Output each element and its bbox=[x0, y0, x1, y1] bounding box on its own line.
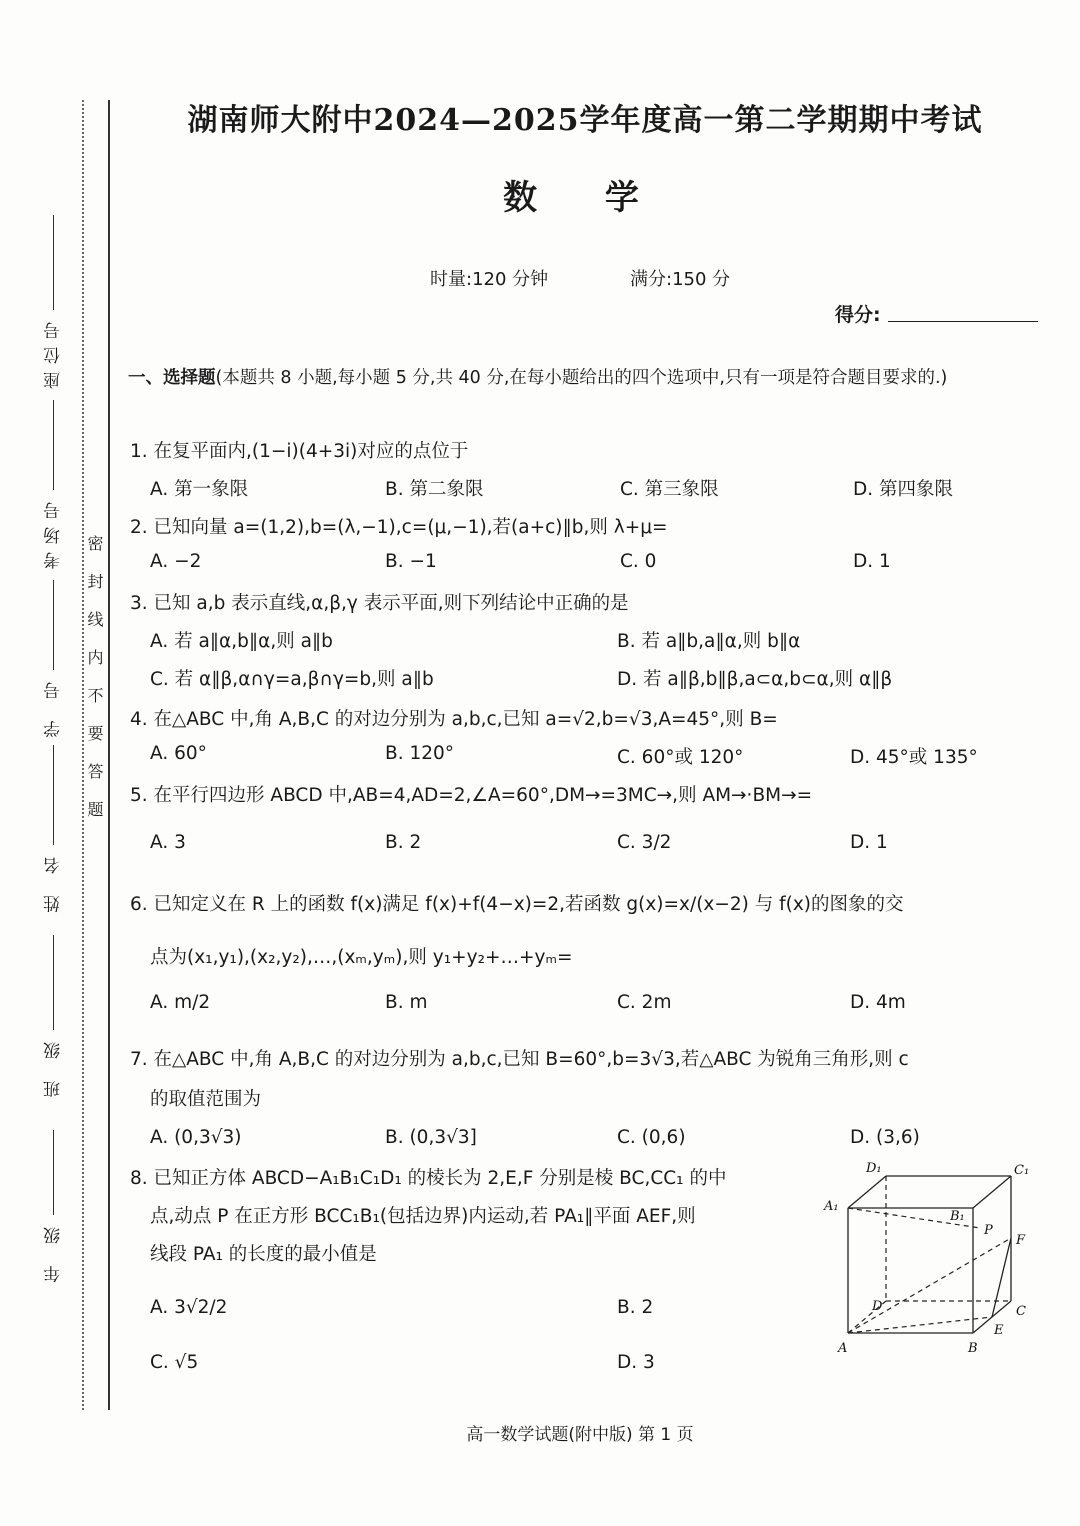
label-d1: D₁ bbox=[866, 1161, 882, 1176]
q7-option-a[interactable]: A. (0,3√3) bbox=[150, 1127, 242, 1148]
q8-option-a[interactable]: A. 3√2/2 bbox=[150, 1297, 228, 1318]
question-3-stem: 3. 已知 a,b 表示直线,α,β,γ 表示平面,则下列结论中正确的是 bbox=[130, 593, 629, 614]
q3-option-c[interactable]: C. 若 α∥β,α∩γ=a,β∩γ=b,则 a∥b bbox=[150, 669, 434, 690]
binding-line bbox=[108, 100, 110, 1410]
q7-option-d[interactable]: D. (3,6) bbox=[850, 1127, 920, 1148]
question-8-stem-line3: 线段 PA₁ 的长度的最小值是 bbox=[150, 1244, 377, 1265]
exam-room-label: 考场号 bbox=[43, 494, 64, 569]
seat-blank[interactable] bbox=[53, 215, 54, 310]
student-no-field bbox=[38, 580, 68, 741]
q6-option-a[interactable]: A. m/2 bbox=[150, 992, 211, 1013]
label-p: P bbox=[984, 1223, 993, 1238]
q3-option-b[interactable]: B. 若 a∥b,a∥α,则 b∥α bbox=[617, 631, 801, 652]
q1-option-b[interactable]: B. 第二象限 bbox=[385, 479, 484, 500]
question-8-stem-line2: 点,动点 P 在正方形 BCC₁B₁(包括边界)内运动,若 PA₁∥平面 AEF,则 bbox=[150, 1206, 696, 1227]
q7-option-c[interactable]: C. (0,6) bbox=[617, 1127, 686, 1148]
q8-option-b[interactable]: B. 2 bbox=[617, 1297, 654, 1318]
question-6-stem-line2: 点为(x₁,y₁),(x₂,y₂),…,(xₘ,yₘ),则 y₁+y₂+…+yₘ= bbox=[150, 947, 573, 968]
question-4-stem: 4. 在△ABC 中,角 A,B,C 的对边分别为 a,b,c,已知 a=√2,b=√3,A=45°,则 B= bbox=[130, 709, 778, 730]
q5-option-d[interactable]: D. 1 bbox=[850, 832, 888, 853]
segment-e-f bbox=[992, 1238, 1011, 1317]
q4-option-c[interactable]: C. 60°或 120° bbox=[617, 747, 744, 768]
question-6-stem: 6. 已知定义在 R 上的函数 f(x)满足 f(x)+f(4−x)=2,若函数 g(x)=x/(x−2) 与 f(x)的图象的交 bbox=[130, 894, 904, 915]
student-no-blank[interactable] bbox=[53, 580, 54, 670]
name-label: 姓 名 bbox=[43, 849, 64, 913]
segment-a-e bbox=[848, 1317, 992, 1333]
q6-option-d[interactable]: D. 4m bbox=[850, 992, 906, 1013]
question-1-stem: 1. 在复平面内,(1−i)(4+3i)对应的点位于 bbox=[130, 441, 469, 462]
label-c1: C₁ bbox=[1014, 1163, 1030, 1178]
grade-field bbox=[38, 1130, 68, 1286]
seal-notice: 密封线内不要答题 bbox=[85, 535, 104, 839]
time-limit: 时量:120 分钟 bbox=[430, 269, 549, 290]
segment-a-f bbox=[848, 1238, 1011, 1333]
exam-room-field bbox=[38, 400, 68, 573]
q3-option-a[interactable]: A. 若 a∥α,b∥α,则 a∥b bbox=[150, 631, 333, 652]
edge-a1-d1 bbox=[848, 1176, 886, 1208]
q2-option-d[interactable]: D. 1 bbox=[853, 551, 891, 572]
q6-option-b[interactable]: B. m bbox=[385, 992, 428, 1013]
q7-option-b[interactable]: B. (0,3√3] bbox=[385, 1127, 477, 1148]
label-a1: A₁ bbox=[824, 1199, 839, 1214]
page-footer: 高一数学试题(附中版) 第 1 页 bbox=[466, 1425, 694, 1445]
score-blank[interactable] bbox=[888, 321, 1038, 322]
exam-room-blank[interactable] bbox=[53, 400, 54, 490]
q4-option-b[interactable]: B. 120° bbox=[385, 743, 455, 764]
question-2-stem: 2. 已知向量 a=(1,2),b=(λ,−1),c=(μ,−1),若(a+c)∥b,则 λ+μ= bbox=[130, 517, 668, 538]
cube-figure bbox=[818, 1158, 1038, 1363]
question-8-stem: 8. 已知正方体 ABCD−A₁B₁C₁D₁ 的棱长为 2,E,F 分别是棱 BC,CC₁ 的中 bbox=[130, 1168, 727, 1189]
edge-b1-c1 bbox=[973, 1176, 1011, 1208]
q1-option-a[interactable]: A. 第一象限 bbox=[150, 479, 249, 500]
score-label: 得分: bbox=[835, 304, 881, 326]
question-7-stem: 7. 在△ABC 中,角 A,B,C 的对边分别为 a,b,c,已知 B=60°,b=3√3,若△ABC 为锐角三角形,则 c bbox=[130, 1049, 909, 1070]
label-e: E bbox=[994, 1323, 1004, 1338]
section-title: 一、选择题 bbox=[128, 368, 216, 388]
label-c: C bbox=[1016, 1304, 1026, 1319]
full-score: 满分:150 分 bbox=[630, 269, 731, 290]
name-field bbox=[38, 745, 68, 916]
class-label: 班 级 bbox=[43, 1034, 64, 1098]
q1-option-d[interactable]: D. 第四象限 bbox=[853, 479, 954, 500]
q3-option-d[interactable]: D. 若 a∥β,b∥β,a⊂α,b⊂α,则 α∥β bbox=[617, 669, 893, 690]
q4-option-a[interactable]: A. 60° bbox=[150, 743, 207, 764]
exam-title: 湖南师大附中2024—2025学年度高一第二学期期中考试 bbox=[187, 103, 983, 138]
q4-option-d[interactable]: D. 45°或 135° bbox=[850, 747, 978, 768]
subject-title: 数 学 bbox=[503, 178, 667, 218]
section-heading bbox=[128, 358, 1043, 398]
q6-option-c[interactable]: C. 2m bbox=[617, 992, 672, 1013]
question-5-stem: 5. 在平行四边形 ABCD 中,AB=4,AD=2,∠A=60°,DM→=3MC→,则 AM→·BM→= bbox=[130, 785, 813, 806]
seat-field bbox=[38, 215, 68, 393]
grade-label: 年 级 bbox=[43, 1219, 64, 1283]
class-field bbox=[38, 935, 68, 1101]
label-d: D bbox=[872, 1299, 883, 1314]
question-7-stem-line2: 的取值范围为 bbox=[150, 1089, 262, 1110]
label-f: F bbox=[1016, 1233, 1026, 1248]
q8-option-d[interactable]: D. 3 bbox=[617, 1352, 655, 1373]
section-description: (本题共 8 小题,每小题 5 分,共 40 分,在每小题给出的四个选项中,只有一项是符合题目要求的.) bbox=[215, 368, 948, 388]
name-blank[interactable] bbox=[53, 745, 54, 845]
label-b1: B₁ bbox=[950, 1209, 965, 1224]
q1-option-c[interactable]: C. 第三象限 bbox=[620, 479, 719, 500]
q2-option-c[interactable]: C. 0 bbox=[620, 551, 657, 572]
q5-option-b[interactable]: B. 2 bbox=[385, 832, 422, 853]
q2-option-b[interactable]: B. −1 bbox=[385, 551, 437, 572]
q8-option-c[interactable]: C. √5 bbox=[150, 1352, 199, 1373]
class-blank[interactable] bbox=[53, 935, 54, 1030]
label-b: B bbox=[968, 1341, 978, 1356]
seat-label: 座位号 bbox=[43, 314, 64, 389]
q2-option-a[interactable]: A. −2 bbox=[150, 551, 202, 572]
label-a: A bbox=[838, 1341, 848, 1356]
student-no-label: 学 号 bbox=[43, 674, 64, 738]
q5-option-a[interactable]: A. 3 bbox=[150, 832, 186, 853]
q5-option-c[interactable]: C. 3/2 bbox=[617, 832, 672, 853]
grade-blank[interactable] bbox=[53, 1130, 54, 1215]
